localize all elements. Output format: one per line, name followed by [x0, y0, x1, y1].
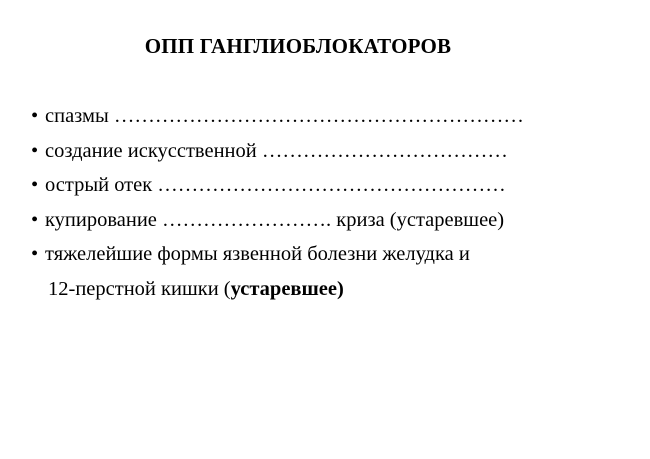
list-item-text: купирование ……………………. криза (устаревшее)	[45, 208, 505, 231]
emphasis-text: устаревшее)	[230, 277, 344, 300]
list-item	[31, 168, 524, 203]
list-item-text: острый отек ……………………………………………	[45, 174, 506, 196]
list-item-text: спазмы ……………………………………………………	[45, 105, 524, 127]
list-item	[31, 99, 524, 134]
list-item	[31, 237, 524, 272]
slide-title: ОПП ГАНГЛИОБЛОКАТОРОВ	[144, 34, 452, 58]
bullet-marker: •	[31, 105, 39, 127]
continuation-text: 12-перстной кишки (	[48, 277, 231, 300]
bullet-list	[31, 99, 524, 306]
bullet-marker: •	[31, 243, 39, 265]
list-item-text: тяжелейшие формы язвенной болезни желудка и	[45, 243, 470, 265]
list-item-text: создание искусственной ………………………………	[45, 139, 508, 162]
bullet-marker: •	[31, 208, 39, 231]
list-item	[31, 203, 524, 238]
list-item	[31, 134, 524, 169]
bullet-marker: •	[31, 139, 39, 162]
list-item-continuation	[31, 272, 524, 307]
bullet-marker: •	[31, 174, 39, 196]
